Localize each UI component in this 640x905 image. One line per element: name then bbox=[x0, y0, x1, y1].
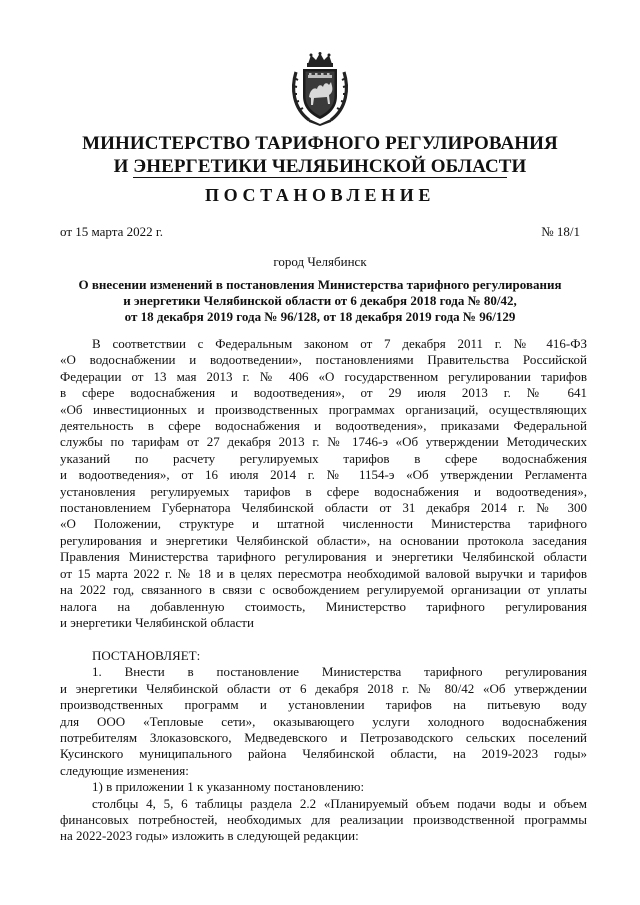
document-subject bbox=[0, 277, 640, 325]
text-line: в сфере водоснабжения и водоотведения», от 29 июля 2013 г. № 641 bbox=[60, 385, 587, 401]
text-line: на 2022 год, связанного в связи с освобождением регулируемой организации от уплаты bbox=[60, 582, 587, 598]
text-line: следующие изменения: bbox=[60, 762, 189, 778]
text-line: Правления Министерства тарифного регулирования и энергетики Челябинской области bbox=[60, 549, 587, 565]
text-line: Федерации от 13 мая 2013 г. № 406 «О государственном регулировании тарифов bbox=[60, 368, 587, 384]
text-line: службы по тарифам от 27 декабря 2013 г. № 1746-э «Об утверждении Методических bbox=[60, 434, 587, 450]
text-line: для ООО «Тепловые сети», оказывающего услуги холодного водоснабжения bbox=[60, 713, 587, 729]
text-line: от 15 марта 2022 г. № 18 и в целях пересмотра необходимой валовой выручки и тарифов bbox=[60, 565, 587, 581]
text-line: установления регулируемых тарифов в сфере водоснабжения и водоотведения», bbox=[60, 483, 587, 499]
text-line: налога на добавленную стоимость, Министерство тарифного регулирования bbox=[60, 598, 587, 614]
resolution-section bbox=[60, 648, 587, 845]
subject-line: О внесении изменений в постановления Министерства тарифного регулирования bbox=[78, 277, 562, 292]
chelyabinsk-coat-of-arms-icon bbox=[289, 52, 351, 126]
text-line: «Об инвестиционных и производственных программах организаций, осуществляющих bbox=[60, 401, 587, 417]
text-line: финансовых потребностей, необходимых для реализации производственной программы bbox=[60, 812, 587, 828]
text-line: указаний по расчету регулируемых тарифов в сфере водоснабжения bbox=[60, 450, 587, 466]
ministry-name-line-1: МИНИСТЕРСТВО ТАРИФНОГО РЕГУЛИРОВАНИЯ bbox=[82, 133, 558, 154]
text-line: 1) в приложении 1 к указанному постановлению: bbox=[92, 779, 365, 795]
text-line: потребителям Злоказовского, Медведевского и Петрозаводского сельских поселений bbox=[60, 730, 587, 746]
text-line: постановлением Губернатора Челябинской области от 31 декабря 2014 г. № 300 bbox=[60, 500, 587, 516]
text-line: и водоотведения», от 16 июля 2014 г. № 1154-э «Об утверждении Регламента bbox=[60, 467, 587, 483]
preamble-paragraph bbox=[60, 336, 587, 631]
text-line: 1. Внести в постановление Министерства тарифного регулирования bbox=[92, 664, 587, 680]
subject-line: и энергетики Челябинской области от 6 декабря 2018 года № 80/42, bbox=[123, 293, 517, 308]
text-line: регулирования и энергетики Челябинской области», на основании протокола заседания bbox=[60, 532, 587, 548]
document-city: город Челябинск bbox=[273, 254, 367, 269]
text-line: В соответствии с Федеральным законом от 7 декабря 2011 г. № 416-ФЗ bbox=[92, 336, 587, 351]
text-line: на 2022-2023 годы» изложить в следующей редакции: bbox=[60, 828, 359, 844]
text-line: производственных программ и установлении тарифов на питьевую воду bbox=[60, 697, 587, 713]
document-date: от 15 марта 2022 г. bbox=[60, 224, 163, 239]
text-line: и энергетики Челябинской области от 6 декабря 2018 г. № 80/42 «Об утверждении bbox=[60, 680, 587, 696]
text-line: «О водоснабжении и водоотведении», постановлениями Правительства Российской bbox=[60, 352, 587, 368]
text-line: «О Положении, структуре и штатной численности Министерства тарифного bbox=[60, 516, 587, 532]
text-line: и энергетики Челябинской области bbox=[60, 614, 254, 630]
document-type-title: ПОСТАНОВЛЕНИЕ bbox=[205, 185, 435, 205]
header-divider bbox=[133, 177, 507, 178]
text-line: деятельность в сфере водоснабжения и водоотведения», приказами Федеральной bbox=[60, 418, 587, 434]
text-line: Кусинского муниципального района Челябинской области, на 2019-2023 годы» bbox=[60, 746, 587, 762]
text-line: столбцы 4, 5, 6 таблицы раздела 2.2 «Планируемый объем подачи воды и объем bbox=[92, 795, 587, 811]
subject-line: от 18 декабря 2019 года № 96/128, от 18 декабря 2019 года № 96/129 bbox=[124, 309, 516, 324]
ministry-name-line-2: И ЭНЕРГЕТИКИ ЧЕЛЯБИНСКОЙ ОБЛАСТИ bbox=[113, 156, 527, 177]
document-number: № 18/1 bbox=[541, 224, 580, 239]
resolution-heading: ПОСТАНОВЛЯЕТ: bbox=[92, 648, 201, 663]
